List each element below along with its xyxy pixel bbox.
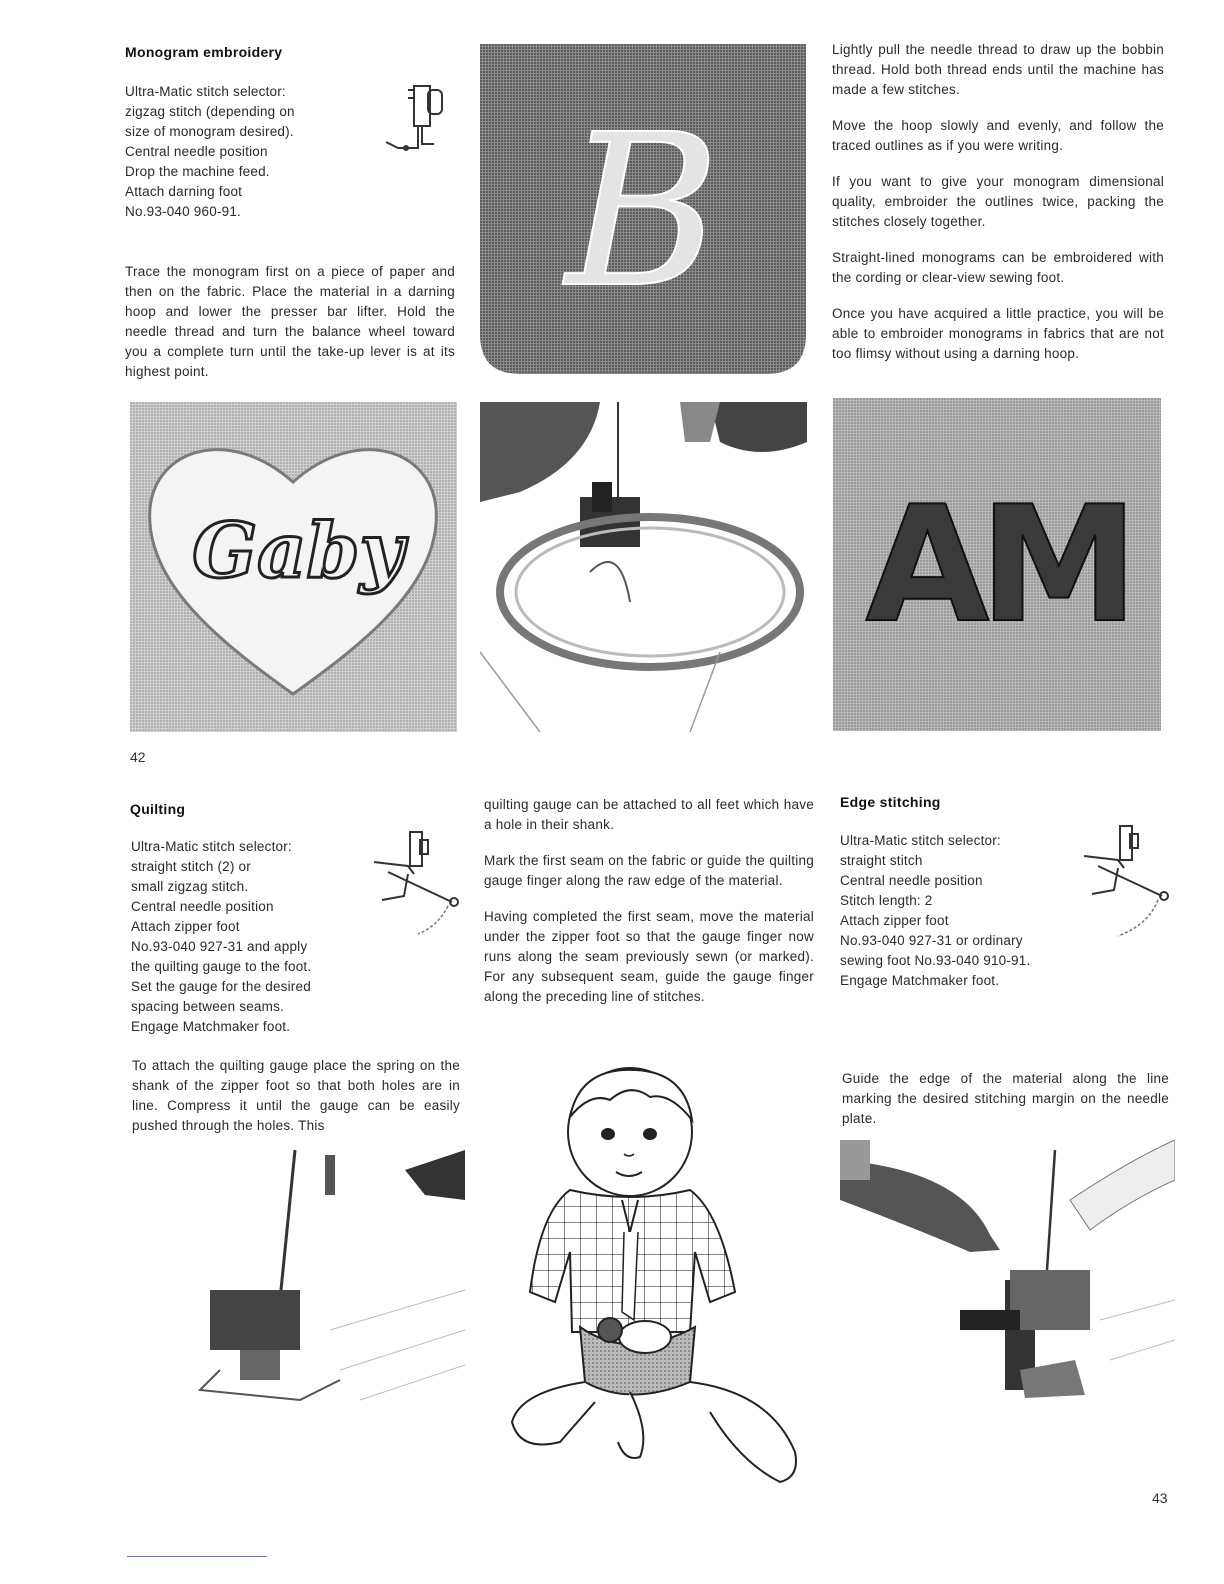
spec-line: Attach zipper foot: [131, 919, 240, 934]
spec-line: No.93-040 927-31 and apply: [131, 939, 308, 954]
spec-line: size of monogram desired).: [125, 124, 294, 139]
edge-stitching-heading: Edge stitching: [840, 794, 941, 810]
spec-line: No.93-040 927-31 or ordinary: [840, 933, 1023, 948]
quilting-spec-list: [131, 837, 371, 1037]
footer-rule: [127, 1556, 267, 1558]
monogram-body-paragraph: Trace the monogram first on a piece of paper and then on the fabric. Place the material in a darning hoop and lower the presser bar lifter. Hold the needle thread and turn the balance wheel toward you a complete turn until the take-up lever is at its highest point.: [125, 264, 455, 379]
spec-line: Central needle position: [131, 899, 274, 914]
spec-line: straight stitch (2) or: [131, 859, 251, 874]
monogram-right-column: Lightly pull the needle thread to draw up the bobbin thread. Hold both thread ends until the machine has made a few stitches. Move the hoop slowly and evenly, and follow the traced outlines as if you were writing. If you want to give your monogram dimensional quality, embroider the outlines twice, packing the stitches closely together. Straight-lined monograms can be embroidered with the cording or clear-view sewing foot. Once you have acquired a little practice, you will be able to embroider monograms in fabrics that are not too flimsy without using a darning hoop.: [832, 42, 1164, 361]
heart-text: Gaby: [192, 506, 404, 595]
spec-line: Ultra-Matic stitch selector:: [131, 839, 292, 854]
spec-line: Attach zipper foot: [840, 913, 949, 928]
spec-line: Central needle position: [125, 144, 268, 159]
heart-gaby-photo: [130, 402, 457, 732]
spec-line: Set the gauge for the desired: [131, 979, 311, 994]
quilting-body-paragraph: To attach the quilting gauge place the spring on the shank of the zipper foot so that both holes are in line. Compress it until the gauge can be easily pushed through the holes. This: [132, 1058, 460, 1133]
quilting-foot-photo: [180, 1150, 465, 1415]
zipper-foot-gauge-icon: [368, 826, 468, 936]
machine-hoop-photo: [480, 402, 807, 732]
spec-line: Attach darning foot: [125, 184, 243, 199]
quilting-middle-column: quilting gauge can be attached to all feet which have a hole in their shank. Mark the first seam on the fabric or guide the quilting gauge finger along the raw edge of the material. Having completed the first seam, move the material under the zipper foot so that the gauge finger now runs along the seam previously sewn (or marked). For any subsequent seam, guide the gauge finger along the preceding line of stitches.: [484, 797, 814, 1004]
monogram-heading: Monogram embroidery: [125, 44, 283, 60]
quilting-heading: Quilting: [130, 801, 186, 817]
page-number-42: 42: [130, 749, 146, 765]
spec-line: Engage Matchmaker foot.: [840, 973, 1000, 988]
spec-line: spacing between seams.: [131, 999, 284, 1014]
page-number-43: 43: [1152, 1490, 1168, 1506]
spec-line: Ultra-Matic stitch selector:: [125, 84, 286, 99]
spec-line: Engage Matchmaker foot.: [131, 1019, 291, 1034]
block-letters: AM: [865, 471, 1129, 658]
spec-line: the quilting gauge to the foot.: [131, 959, 312, 974]
edge-stitching-spec-list: [840, 831, 1080, 991]
spec-line: No.93-040 960-91.: [125, 204, 241, 219]
spec-line: Drop the machine feed.: [125, 164, 270, 179]
spec-line: zigzag stitch (depending on: [125, 104, 295, 119]
edge-stitching-body-paragraph: Guide the edge of the material along the line marking the desired stitching margin on the needle plate.: [842, 1071, 1169, 1126]
monogram-spec-list: [125, 82, 365, 222]
darning-foot-icon: [378, 82, 458, 162]
spec-line: straight stitch: [840, 853, 923, 868]
spec-line: sewing foot No.93-040 910-91.: [840, 953, 1031, 968]
baby-illustration: [500, 1062, 810, 1490]
monogram-letter: B: [565, 89, 721, 334]
spec-line: Central needle position: [840, 873, 983, 888]
am-letters-photo: [833, 398, 1161, 731]
zipper-foot-gauge-icon: [1078, 820, 1178, 940]
monogram-b-photo: [480, 44, 806, 374]
spec-line: Stitch length: 2: [840, 893, 933, 908]
spec-line: small zigzag stitch.: [131, 879, 249, 894]
edge-stitching-photo: [840, 1140, 1175, 1400]
spec-line: Ultra-Matic stitch selector:: [840, 833, 1001, 848]
